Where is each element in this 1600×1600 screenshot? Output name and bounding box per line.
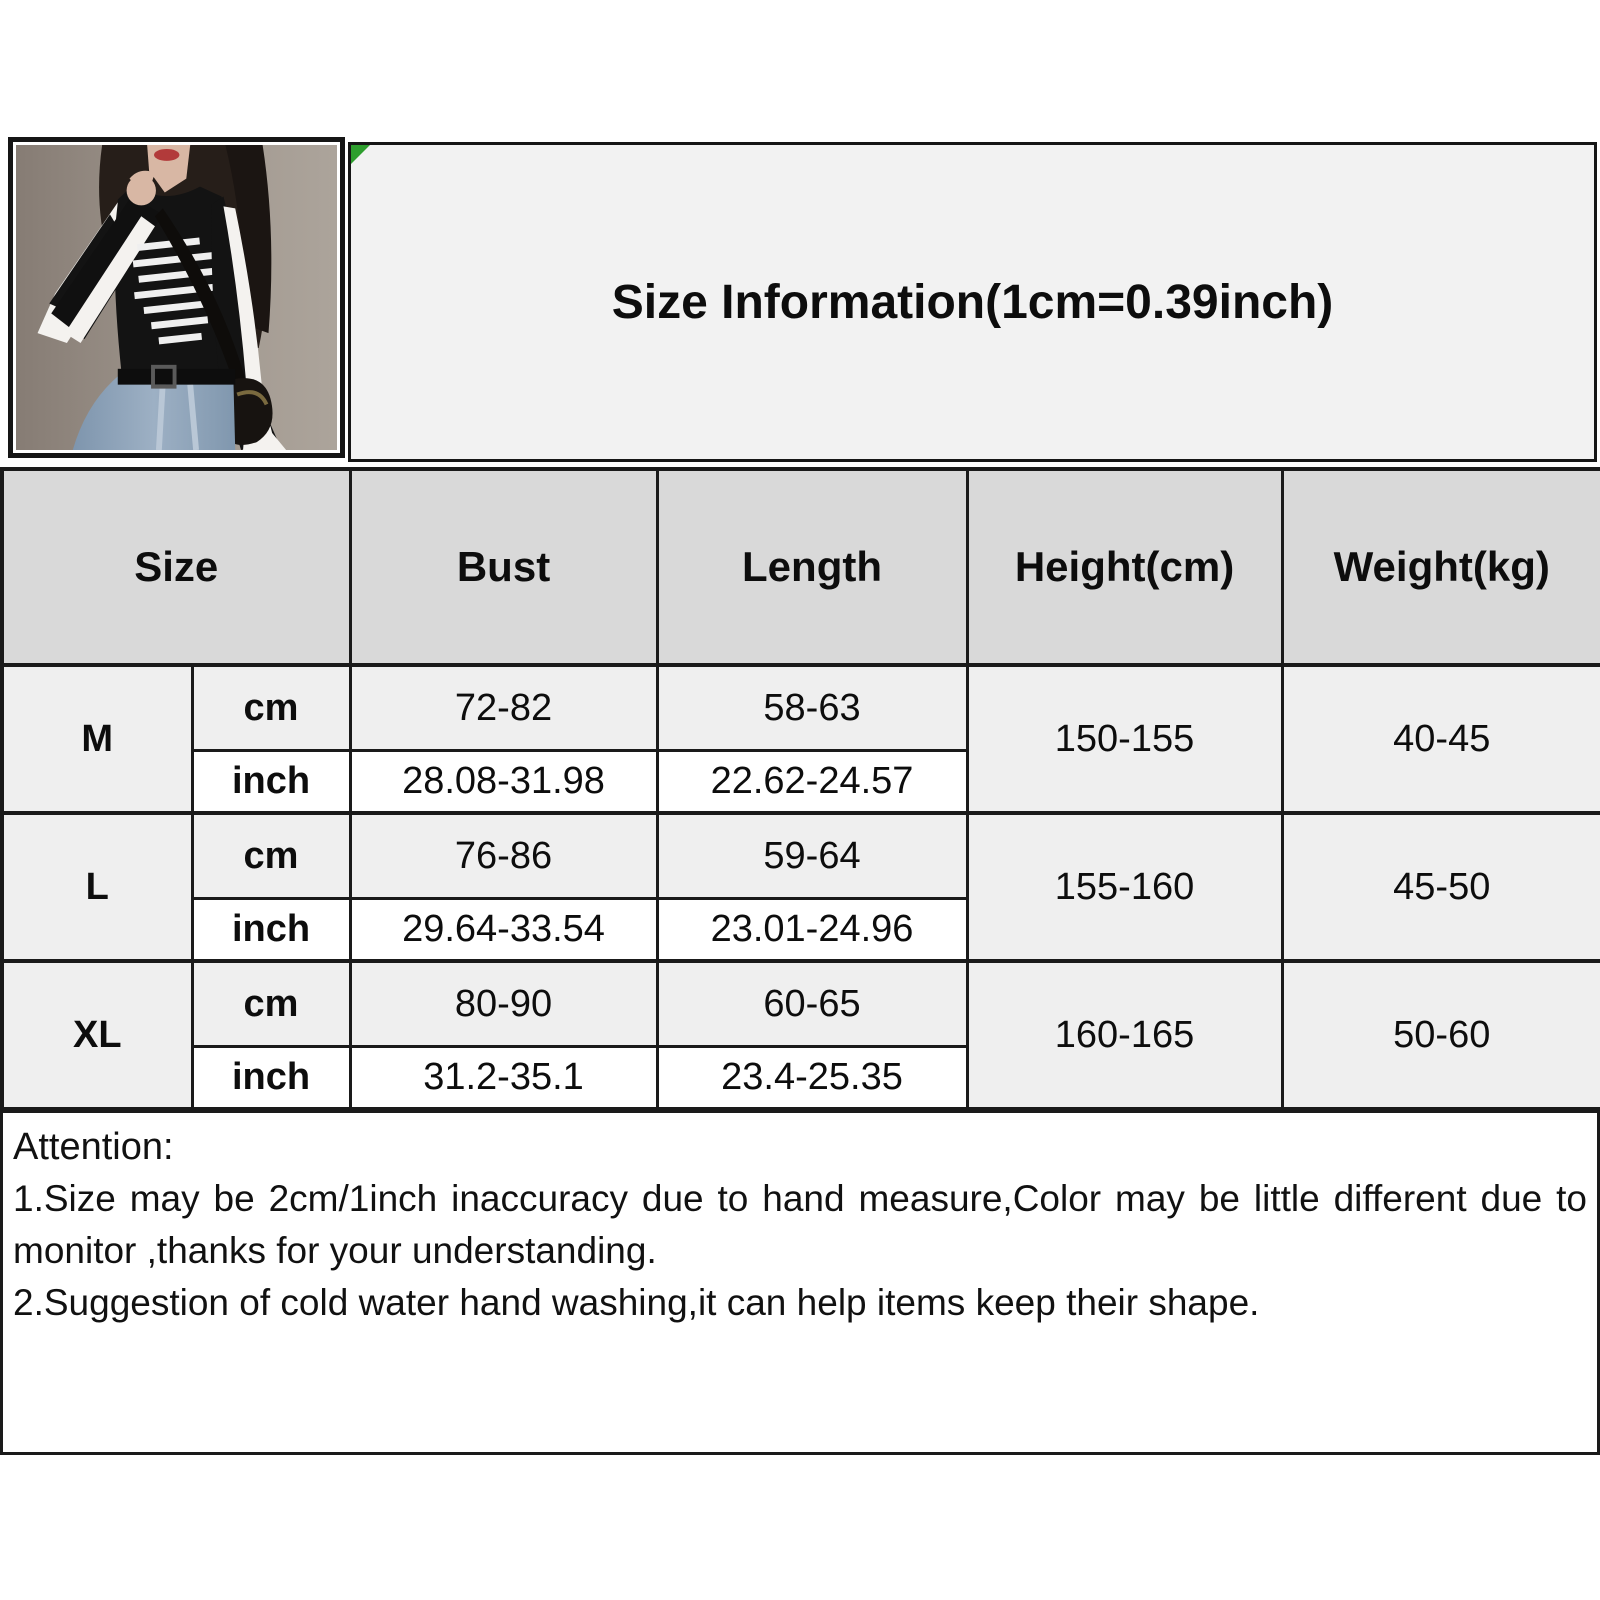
weight-m: 40-45 <box>1282 665 1600 813</box>
attention-section <box>0 1110 1600 1455</box>
table-row-m-cm <box>2 665 1600 751</box>
table-row-l-cm <box>2 813 1600 899</box>
table-row-xl-cm <box>2 961 1600 1047</box>
length-inch-xl: 23.4-25.35 <box>657 1047 967 1110</box>
table-header-row <box>2 469 1600 665</box>
attention-note-2: 2.Suggestion of cold water hand washing,it can help items keep their shape. <box>13 1282 1260 1323</box>
unit-label-cm: cm <box>192 665 350 751</box>
col-header-length: Length <box>657 469 967 665</box>
page-title: Size Information(1cm=0.39inch) <box>611 275 1334 329</box>
col-header-bust: Bust <box>350 469 657 665</box>
size-label-l: L <box>2 813 192 961</box>
col-header-size: Size <box>2 469 350 665</box>
unit-label-cm: cm <box>192 961 350 1047</box>
bust-inch-xl: 31.2-35.1 <box>350 1047 657 1110</box>
bust-cm-xl: 80-90 <box>350 961 657 1047</box>
col-header-weight: Weight(kg) <box>1282 469 1600 665</box>
size-label-m: M <box>2 665 192 813</box>
weight-l: 45-50 <box>1282 813 1600 961</box>
size-table <box>0 467 1600 1111</box>
model-photo-illustration <box>16 145 337 450</box>
length-cm-m: 58-63 <box>657 665 967 751</box>
weight-xl: 50-60 <box>1282 961 1600 1109</box>
bust-inch-m: 28.08-31.98 <box>350 751 657 814</box>
unit-label-inch: inch <box>192 1047 350 1110</box>
unit-label-cm: cm <box>192 813 350 899</box>
length-inch-m: 22.62-24.57 <box>657 751 967 814</box>
length-cm-xl: 60-65 <box>657 961 967 1047</box>
bust-cm-l: 76-86 <box>350 813 657 899</box>
height-m: 150-155 <box>967 665 1282 813</box>
unit-label-inch: inch <box>192 899 350 962</box>
corner-fold-icon <box>351 145 370 164</box>
attention-heading: Attention: <box>13 1126 174 1168</box>
bust-cm-m: 72-82 <box>350 665 657 751</box>
length-cm-l: 59-64 <box>657 813 967 899</box>
product-photo <box>8 137 345 458</box>
attention-note-1: 1.Size may be 2cm/1inch inaccuracy due to hand measure,Color may be little different due to monitor ,thanks for your understanding. <box>13 1178 1587 1271</box>
title-section <box>348 142 1597 462</box>
height-xl: 160-165 <box>967 961 1282 1109</box>
height-l: 155-160 <box>967 813 1282 961</box>
unit-label-inch: inch <box>192 751 350 814</box>
bust-inch-l: 29.64-33.54 <box>350 899 657 962</box>
col-header-height: Height(cm) <box>967 469 1282 665</box>
size-label-xl: XL <box>2 961 192 1109</box>
length-inch-l: 23.01-24.96 <box>657 899 967 962</box>
